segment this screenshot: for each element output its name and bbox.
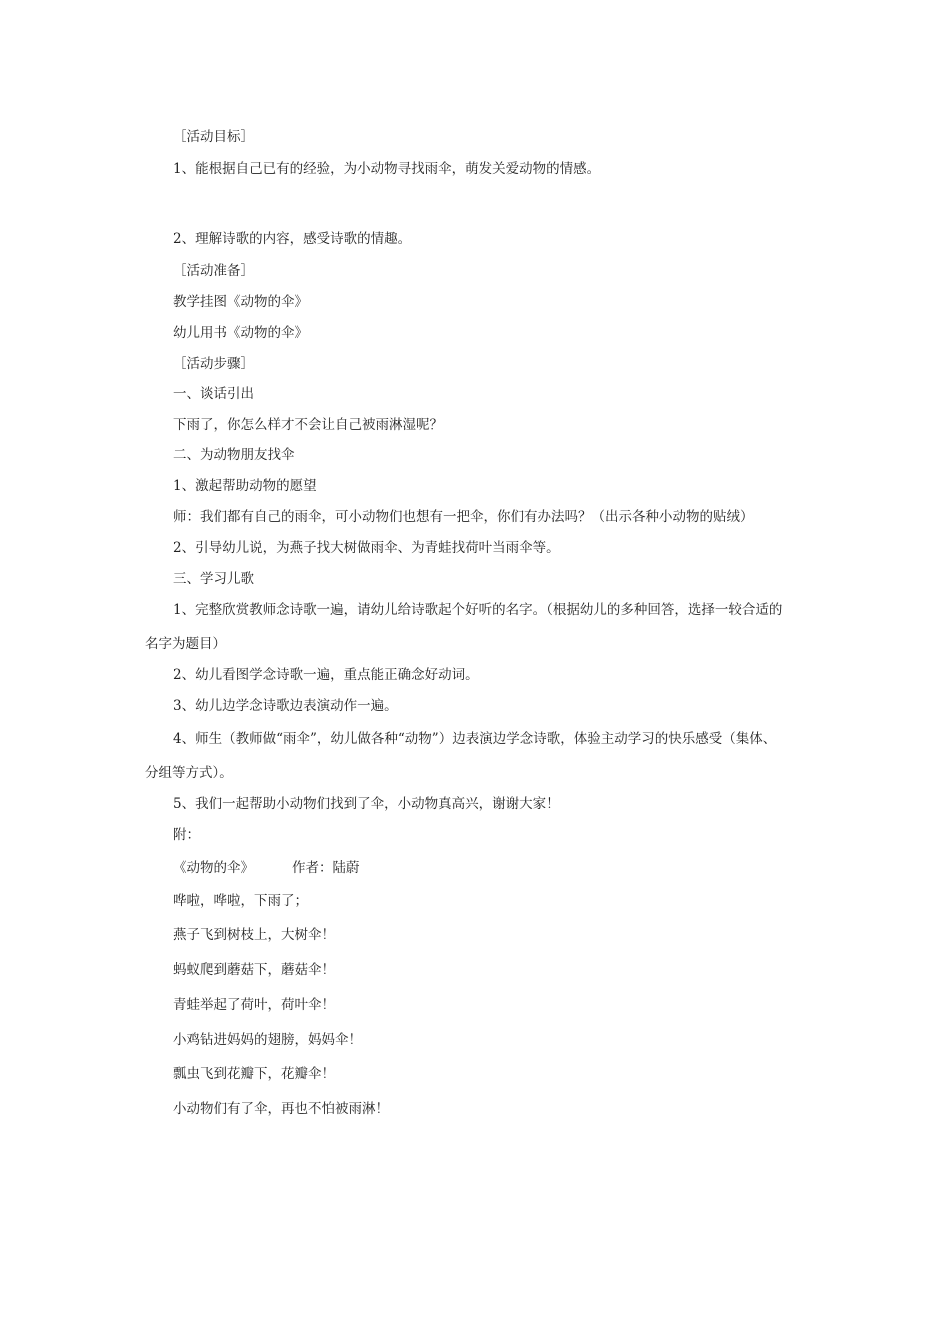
step3-item-3: 3、幼儿边学念诗歌边表演动作一遍。 [173, 698, 398, 714]
prep-item-2: 幼儿用书《动物的伞》 [173, 325, 308, 341]
step3-item-4-cont: 分组等方式）。 [145, 765, 233, 781]
prep-heading: ［活动准备］ [173, 263, 254, 279]
prep-item-1: 教学挂图《动物的伞》 [173, 294, 308, 310]
step1-title: 一、谈话引出 [173, 386, 254, 402]
poem-line: 小鸡钻进妈妈的翅膀，妈妈伞！ [173, 1032, 362, 1048]
goal-item-2: 2、理解诗歌的内容，感受诗歌的情趣。 [173, 231, 412, 247]
step3-item-1-cont: 名字为题目） [145, 636, 226, 652]
step3-item-4: 4、师生（教师做“雨伞”，幼儿做各种“动物”）边表演边学念诗歌，体验主动学习的快乐感受（集体、 [173, 731, 777, 747]
poem-heading [173, 859, 360, 877]
step2-item-2: 2、引导幼儿说，为燕子找大树做雨伞、为青蛙找荷叶当雨伞等。 [173, 540, 560, 556]
poem-line: 瓢虫飞到花瓣下，花瓣伞！ [173, 1066, 335, 1082]
step3-item-5: 5、我们一起帮助小动物们找到了伞，小动物真高兴，谢谢大家！ [173, 796, 560, 812]
goal-heading: ［活动目标］ [173, 129, 254, 145]
poem-line: 青蛙举起了荷叶，荷叶伞！ [173, 997, 335, 1013]
poem-title: 《动物的伞》 [173, 860, 254, 876]
step2-teacher-text: 师：我们都有自己的雨伞，可小动物们也想有一把伞，你们有办法吗？（出示各种小动物的贴绒） [173, 509, 754, 525]
step3-item-1: 1、完整欣赏教师念诗歌一遍，请幼儿给诗歌起个好听的名字。（根据幼儿的多种回答，选择一较合适的 [173, 602, 783, 618]
poem-line: 哗啦，哗啦，下雨了； [173, 893, 308, 909]
goal-item-1: 1、能根据自己已有的经验，为小动物寻找雨伞，萌发关爱动物的情感。 [173, 161, 601, 177]
step3-title: 三、学习儿歌 [173, 571, 254, 587]
appendix-label: 附： [173, 827, 200, 843]
step2-title: 二、为动物朋友找伞 [173, 447, 295, 463]
poem-author: 作者：陆蔚 [292, 860, 360, 876]
step2-item-1: 1、激起帮助动物的愿望 [173, 478, 317, 494]
poem-line: 小动物们有了伞，再也不怕被雨淋！ [173, 1101, 389, 1117]
step1-text: 下雨了，你怎么样才不会让自己被雨淋湿呢？ [173, 417, 443, 433]
steps-heading: ［活动步骤］ [173, 356, 254, 372]
poem-line: 蚂蚁爬到蘑菇下，蘑菇伞！ [173, 962, 335, 978]
poem-line: 燕子飞到树枝上，大树伞！ [173, 927, 335, 943]
step3-item-2: 2、幼儿看图学念诗歌一遍，重点能正确念好动词。 [173, 667, 479, 683]
